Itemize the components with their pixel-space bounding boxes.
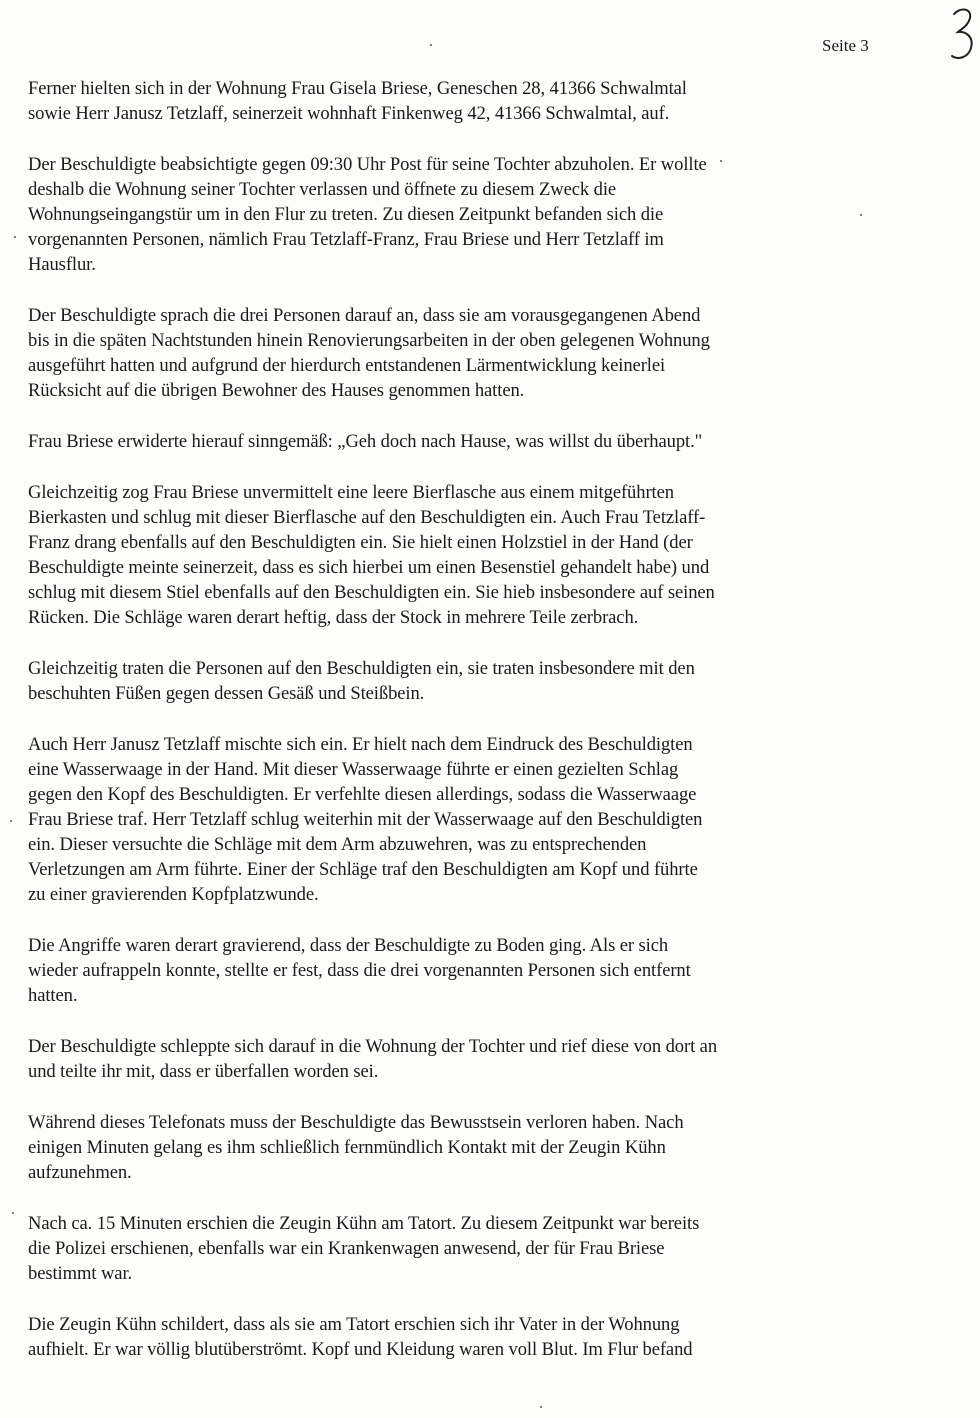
paragraph: Der Beschuldigte schleppte sich darauf in die Wohnung der Tochter und rief diese von dort an und teilte ihr mit, dass er überfallen worden sei.: [28, 1036, 718, 1082]
scan-speck: [430, 44, 432, 46]
scan-speck: [540, 1406, 542, 1408]
page-number: Seite 3: [822, 36, 869, 55]
scan-speck: [12, 1212, 14, 1214]
paragraph: Die Angriffe waren derart gravierend, dass der Beschuldigte zu Boden ging. Als er sich wieder aufrappeln konnte, stellte er fest, dass die drei vorgenannten Personen sich entfernt hatten.: [28, 935, 691, 1006]
paragraph: Gleichzeitig traten die Personen auf den Beschuldigten ein, sie traten insbesondere mit den beschuhten Füßen gegen dessen Gesäß und Steißbein.: [28, 658, 695, 704]
paragraph: Gleichzeitig zog Frau Briese unvermittelt eine leere Bierflasche aus einem mitgeführten Bierkasten und schlug mit dieser Bierflasche auf den Beschuldigten ein. Auch Frau Tetzlaff- Franz drang ebenfalls auf den Beschuldigten ein. Sie hielt einen Holzstiel in der Hand (der Beschuldigte meinte seinerzeit, dass es sich hierbei um einen Besenstiel gehandelt habe) und schlug mit diesem Stiel ebenfalls auf den Beschuldigten ein. Sie hieb insbesondere auf seinen Rücken. Die Schläge waren derart heftig, dass der Stock in mehrere Teile zerbrach.: [28, 482, 715, 628]
scan-speck: [10, 820, 12, 822]
paragraph: Während dieses Telefonats muss der Beschuldigte das Bewusstsein verloren haben. Nach einigen Minuten gelang es ihm schließlich fernmündlich Kontakt mit der Zeugin Kühn aufzunehmen.: [28, 1112, 684, 1183]
paragraph: Die Zeugin Kühn schildert, dass als sie am Tatort erschien sich ihr Vater in der Wohnung aufhielt. Er war völlig blutüberströmt. Kopf und Kleidung waren voll Blut. Im Flur befand: [28, 1314, 693, 1360]
scan-speck: [720, 160, 722, 162]
paragraph: Auch Herr Janusz Tetzlaff mischte sich ein. Er hielt nach dem Eindruck des Beschuldigten eine Wasserwaage in der Hand. Mit dieser Wasserwaage führte er einen gezielten Schlag gegen den Kopf des Beschuldigten. Er verfehlte diesen allerdings, sodass die Wasserwaage Frau Briese traf. Herr Tetzlaff schlug weiterhin mit der Wasserwaage auf den Beschuldigten ein. Dieser versuchte die Schläge mit dem Arm abzuwehren, was zu entsprechenden Verletzungen am Arm führte. Einer der Schläge traf den Beschuldigten am Kopf und führte zu einer gravierenden Kopfplatzwunde.: [28, 734, 703, 905]
paragraph: Frau Briese erwiderte hierauf sinngemäß: „Geh doch nach Hause, was willst du überhaupt.": [28, 431, 703, 452]
paragraph: Nach ca. 15 Minuten erschien die Zeugin Kühn am Tatort. Zu diesem Zeitpunkt war bereits die Polizei erschienen, ebenfalls war ein Krankenwagen anwesend, der für Frau Briese bestimmt war.: [28, 1213, 700, 1284]
body-text: [28, 76, 898, 1388]
paragraph: Der Beschuldigte sprach die drei Personen darauf an, dass sie am vorausgegangenen Abend bis in die späten Nachtstunden hinein Renovierungsarbeiten in der oben gelegenen Wohnung ausgeführt hatten und aufgrund der hierdurch entstandenen Lärmentwicklung keinerlei Rücksicht auf die übrigen Bewohner des Hauses genommen hatten.: [28, 305, 710, 401]
scan-speck: [14, 236, 16, 238]
paragraph: Der Beschuldigte beabsichtigte gegen 09:30 Uhr Post für seine Tochter abzuholen. Er wollte deshalb die Wohnung seiner Tochter verlassen und öffnete zu diesem Zweck die Wohnungseingangstür um in den Flur zu treten. Zu diesen Zeitpunkt befanden sich die vorgenannten Personen, nämlich Frau Tetzlaff-Franz, Frau Briese und Herr Tetzlaff im Hausflur.: [28, 154, 707, 275]
scan-speck: [860, 214, 862, 216]
handwritten-page-number: [950, 6, 976, 67]
paragraph: Ferner hielten sich in der Wohnung Frau Gisela Briese, Geneschen 28, 41366 Schwalmtal sowie Herr Janusz Tetzlaff, seinerzeit wohnhaft Finkenweg 42, 41366 Schwalmtal, auf.: [28, 78, 687, 124]
handwritten-three-glyph: [950, 6, 976, 62]
